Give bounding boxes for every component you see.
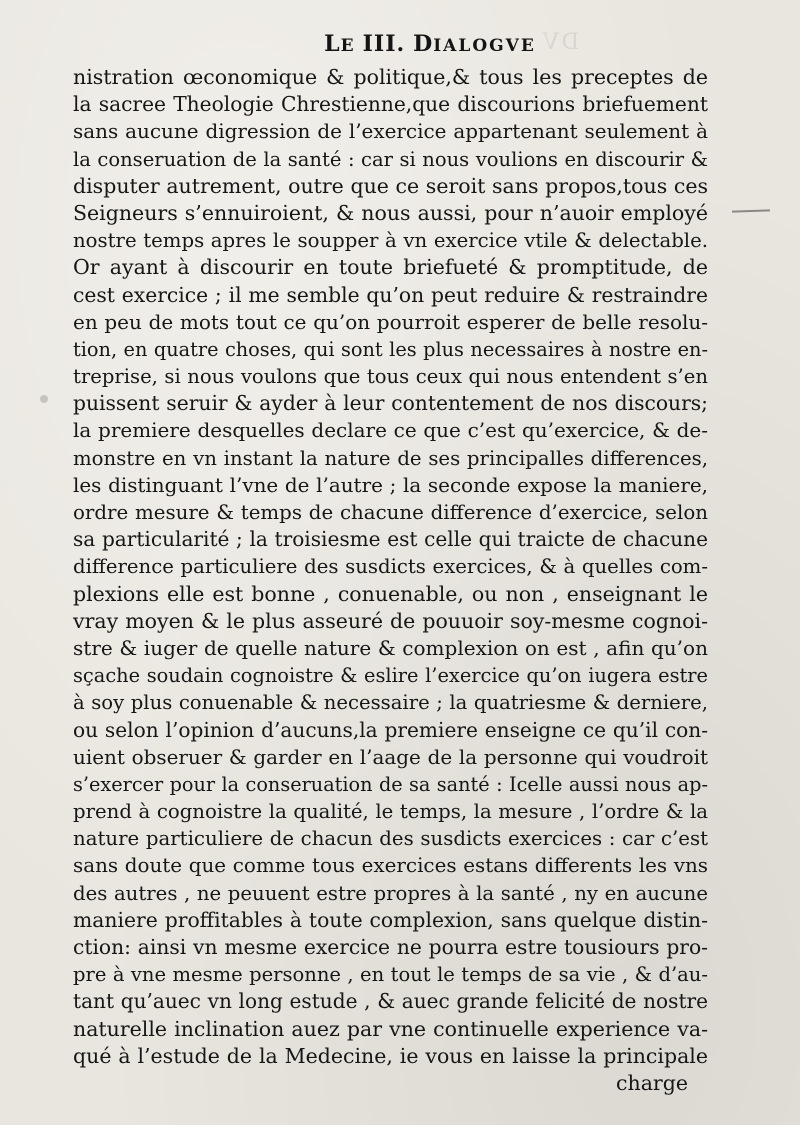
text-line: à soy plus conuenable & necessaire ; la quatriesme & derniere, [73, 691, 708, 715]
text-line: qué à l’estude de la Medecine, ie vous en laisse la principale [73, 1043, 708, 1068]
margin-stain [40, 395, 48, 403]
text-line: sa particularité ; la troisiesme est celle qui traicte de chacune [73, 527, 708, 552]
text-line: les distinguant l’vne de l’autre ; la seconde expose la maniere, [73, 473, 708, 497]
text-line: vray moyen & le plus asseuré de pouuoir soy-mesme cognoi- [73, 608, 708, 633]
header-initial-d: D [413, 31, 434, 57]
margin-scratch-mark [732, 209, 770, 212]
text-line: des autres , ne peuuent estre propres à la santé , ny en aucune [73, 881, 708, 905]
text-line: plexions elle est bonne , conuenable, ou non , enseignant le [73, 581, 708, 606]
text-line: disputer autrement, outre que ce seroit sans propos,tous ces [73, 173, 708, 198]
text-line: Seigneurs s’ennuiroient, & nous aussi, pour n’auoir employé [73, 200, 708, 225]
body-text [73, 64, 708, 1097]
text-line: sçache soudain cognoistre & eslire l’exercice qu’on iugera estre [73, 664, 708, 688]
header-rest-ialogve: IALOGVE [433, 36, 536, 56]
text-line: ou selon l’opinion d’aucuns,la premiere enseigne ce qu’il con- [73, 717, 708, 742]
text-line: ction: ainsi vn mesme exercice ne pourra estre tousiours pro- [73, 935, 708, 959]
text-line: ordre mesure & temps de chacune difference d’exercice, selon [73, 501, 708, 524]
text-line: monstre en vn instant la nature de ses principalles differences, [73, 446, 708, 470]
header-initial-l: L [324, 31, 341, 57]
text-line: prend à cognoistre la qualité, le temps, la mesure , l’ordre & la [73, 800, 708, 824]
text-line: nistration œconomique & politique,& tous les preceptes de [73, 65, 708, 89]
text-line: tion, en quatre choses, qui sont les plus necessaires à nostre en- [73, 337, 708, 361]
text-line: tant qu’auec vn long estude , & auec grande felicité de nostre [73, 989, 708, 1014]
header-rest-e: E [340, 36, 355, 56]
running-header [0, 31, 800, 57]
text-line: stre & iuger de quelle nature & complexion on est , afin qu’on [73, 635, 708, 660]
text-line: treprise, si nous voulons que tous ceux qui nous entendent s’en [73, 365, 708, 389]
catchword: charge [616, 1070, 688, 1095]
text-line: Or ayant à discourir en toute briefueté & promptitude, de [73, 255, 708, 280]
text-line: la conseruation de la santé : car si nous voulions en discourir & [73, 147, 708, 171]
text-line: sans doute que comme tous exercices estans differents les vns [73, 854, 708, 878]
text-line: cest exercice ; il me semble qu’on peut reduire & restraindre [73, 282, 708, 307]
text-line: pre à vne mesme personne , en tout le temps de sa vie , & d’au- [73, 963, 708, 987]
text-line: la sacree Theologie Chrestienne,que discourions briefuement [73, 92, 708, 117]
text-line: en peu de mots tout ce qu’on pourroit esperer de belle resolu- [73, 309, 708, 334]
text-line: sans aucune digression de l’exercice appartenant seulement à [73, 119, 708, 144]
text-line: puissent seruir & ayder à leur contentement de nos discours; [73, 391, 708, 416]
text-line: difference particuliere des susdicts exercices, & à quelles com- [73, 555, 708, 579]
text-line: maniere proffitables à toute complexion, sans quelque distin- [73, 907, 708, 932]
text-line: naturelle inclination auez par vne continuelle experience va- [73, 1016, 708, 1041]
header-roman-numeral: III. [362, 31, 406, 57]
text-line: nature particuliere de chacun des susdicts exercices : car c’est [73, 827, 708, 851]
text-line: nostre temps apres le soupper à vn exercice vtile & delectable. [73, 229, 708, 253]
show-through-bleed: DV [540, 30, 580, 55]
text-line: s’exercer pour la conseruation de sa santé : Icelle aussi nous ap- [73, 772, 708, 796]
text-line: la premiere desquelles declare ce que c’est qu’exercice, & de- [73, 418, 708, 443]
text-line: uient obseruer & garder en l’aage de la personne qui voudroit [73, 744, 708, 769]
